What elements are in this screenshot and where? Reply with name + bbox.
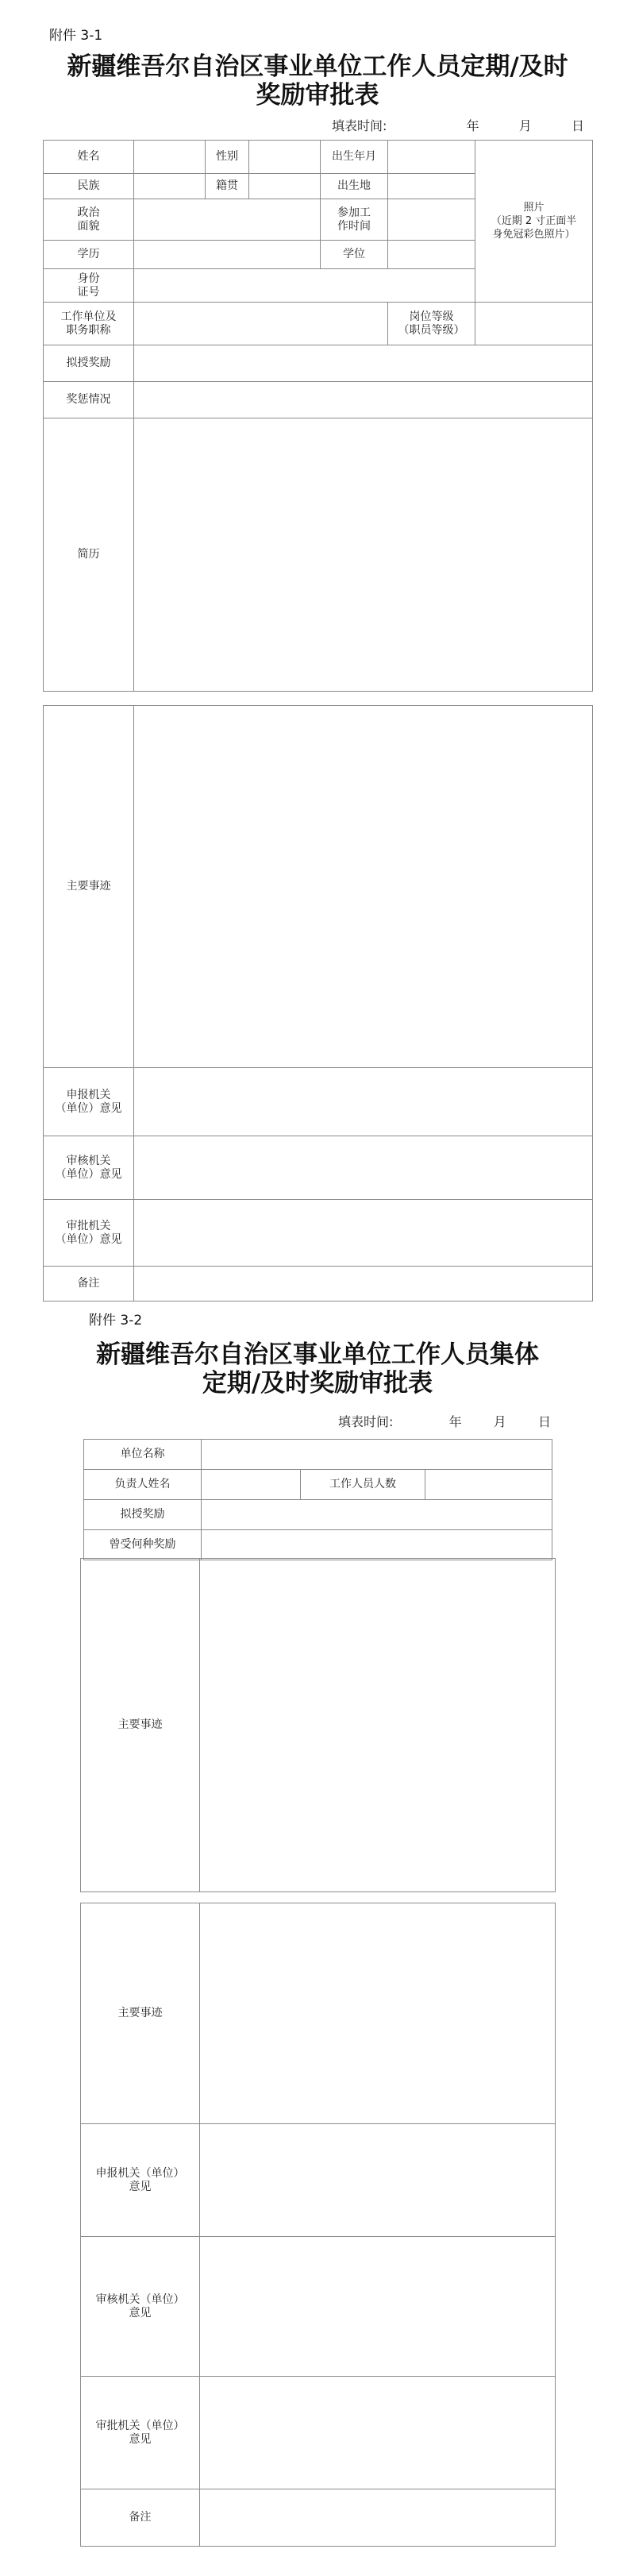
form1-title-line1: 新疆维吾尔自治区事业单位工作人员定期/及时 xyxy=(67,52,568,81)
label-work-start: 参加工 作时间 xyxy=(321,199,388,241)
label-degree: 学位 xyxy=(321,241,388,269)
label-main-deeds: 主要事迹 xyxy=(44,706,134,1068)
date-label: 填表时间: xyxy=(338,1414,394,1429)
form2-date-row xyxy=(338,1412,551,1430)
label-rewards-penalties: 奖惩情况 xyxy=(44,382,134,418)
work-unit-field[interactable] xyxy=(134,303,388,345)
label-reporting-opinion: 申报机关 （单位）意见 xyxy=(44,1068,134,1136)
rewards-penalties-field[interactable] xyxy=(134,382,593,418)
year-label: 年 xyxy=(466,118,479,133)
day-label: 日 xyxy=(538,1414,552,1429)
proposed-award-field[interactable] xyxy=(134,345,593,382)
day-label: 日 xyxy=(572,118,585,133)
native-place-field[interactable] xyxy=(249,174,321,199)
resume-field[interactable] xyxy=(134,418,593,692)
photo-box[interactable]: 照片 （近期 2 寸正面半 身免冠彩色照片） xyxy=(475,141,593,303)
proposed-award-field-2[interactable] xyxy=(202,1500,552,1530)
form2-table-top xyxy=(83,1439,552,1560)
label-birthplace: 出生地 xyxy=(321,174,388,199)
month-label: 月 xyxy=(518,118,532,133)
label-review-opinion: 审核机关 （单位）意见 xyxy=(44,1136,134,1200)
education-field[interactable] xyxy=(134,241,321,269)
label-reporting-opinion-2: 申报机关（单位） 意见 xyxy=(81,2124,200,2237)
label-approval-opinion-2: 审批机关（单位） 意见 xyxy=(81,2377,200,2489)
label-remarks-2: 备注 xyxy=(81,2489,200,2547)
post-grade-field[interactable] xyxy=(475,303,593,345)
form1-table-bottom xyxy=(43,705,593,1301)
label-remarks: 备注 xyxy=(44,1267,134,1301)
label-main-deeds-2a: 主要事迹 xyxy=(81,1559,200,1892)
form2-title xyxy=(0,1340,635,1398)
label-political: 政治 面貌 xyxy=(44,199,134,241)
leader-name-field[interactable] xyxy=(202,1470,301,1500)
previous-awards-field[interactable] xyxy=(202,1530,552,1560)
degree-field[interactable] xyxy=(388,241,475,269)
political-field[interactable] xyxy=(134,199,321,241)
main-deeds-field-2b[interactable] xyxy=(200,1903,556,2124)
date-label: 填表时间: xyxy=(332,118,387,133)
birth-field[interactable] xyxy=(388,141,475,174)
label-id-number: 身份 证号 xyxy=(44,269,134,303)
unit-name-field[interactable] xyxy=(202,1440,552,1470)
form2-deeds-table-1 xyxy=(80,1558,556,1892)
label-previous-awards: 曾受何种奖励 xyxy=(84,1530,202,1560)
label-post-grade: 岗位等级 （职员等级） xyxy=(388,303,475,345)
label-proposed-award: 拟授奖励 xyxy=(44,345,134,382)
reporting-opinion-field[interactable] xyxy=(134,1068,593,1136)
attachment-label-2: 附件 3-2 xyxy=(89,1313,143,1328)
form1-date-row xyxy=(332,116,584,134)
label-native-place: 籍贯 xyxy=(206,174,249,199)
label-education: 学历 xyxy=(44,241,134,269)
label-proposed-award-2: 拟授奖励 xyxy=(84,1500,202,1530)
remarks-field[interactable] xyxy=(134,1267,593,1301)
work-start-field[interactable] xyxy=(388,199,475,241)
label-ethnicity: 民族 xyxy=(44,174,134,199)
birthplace-field[interactable] xyxy=(388,174,475,199)
staff-count-field[interactable] xyxy=(425,1470,552,1500)
label-main-deeds-2b: 主要事迹 xyxy=(81,1903,200,2124)
gender-field[interactable] xyxy=(249,141,321,174)
label-leader-name: 负责人姓名 xyxy=(84,1470,202,1500)
label-gender: 性别 xyxy=(206,141,249,174)
form1-title xyxy=(0,52,635,110)
remarks-field-2[interactable] xyxy=(200,2489,556,2547)
form2-title-line2: 定期/及时奖励审批表 xyxy=(202,1369,433,1398)
name-field[interactable] xyxy=(134,141,206,174)
attachment-label-1: 附件 3-1 xyxy=(49,28,103,44)
form1-title-line2: 奖励审批表 xyxy=(256,81,379,110)
approval-opinion-field-2[interactable] xyxy=(200,2377,556,2489)
review-opinion-field-2[interactable] xyxy=(200,2237,556,2377)
label-unit-name: 单位名称 xyxy=(84,1440,202,1470)
ethnicity-field[interactable] xyxy=(134,174,206,199)
review-opinion-field[interactable] xyxy=(134,1136,593,1200)
main-deeds-field[interactable] xyxy=(134,706,593,1068)
approval-opinion-field[interactable] xyxy=(134,1200,593,1267)
label-resume: 简历 xyxy=(44,418,134,692)
label-staff-count: 工作人员人数 xyxy=(301,1470,425,1500)
id-number-field[interactable] xyxy=(134,269,475,303)
label-review-opinion-2: 审核机关（单位） 意见 xyxy=(81,2237,200,2377)
month-label: 月 xyxy=(493,1414,506,1429)
form2-title-line1: 新疆维吾尔自治区事业单位工作人员集体 xyxy=(96,1340,539,1369)
form1-table-top xyxy=(43,140,593,692)
main-deeds-field-2a[interactable] xyxy=(200,1559,556,1892)
reporting-opinion-field-2[interactable] xyxy=(200,2124,556,2237)
label-name: 姓名 xyxy=(44,141,134,174)
label-birth: 出生年月 xyxy=(321,141,388,174)
form2-table-bottom xyxy=(80,1903,556,2547)
label-approval-opinion: 审批机关 （单位）意见 xyxy=(44,1200,134,1267)
label-work-unit: 工作单位及 职务职称 xyxy=(44,303,134,345)
year-label: 年 xyxy=(448,1414,462,1429)
